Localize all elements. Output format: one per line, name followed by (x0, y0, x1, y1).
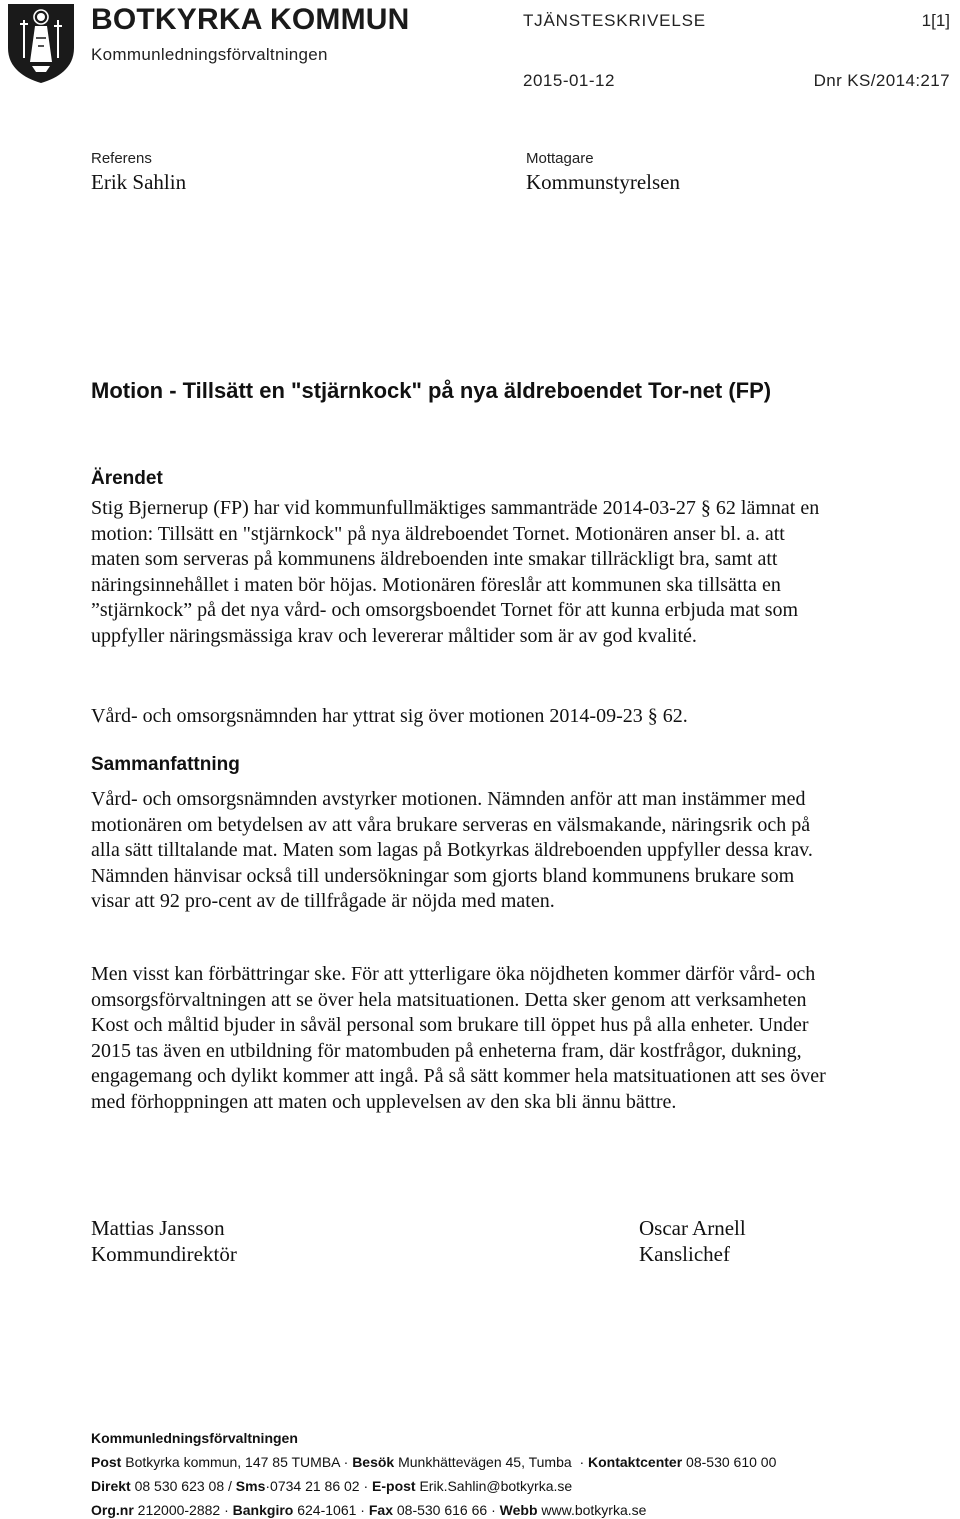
sammanfattning-paragraph: Vård- och omsorgsnämnden avstyrker motionen. Nämnden anför att man instämmer med motionären om betydelsen av att våra brukare serveras en välsmakande, näringsrik och på alla sätt tilltalande mat. Maten som lagas på Botkyrkas äldreboenden uppfyller dessa krav. Nämnden hänvisar också till undersökningar som gjorts bland kommunens brukare som visar att 92 pro-cent av de tillfrågade är nöjda med maten. (91, 788, 813, 912)
signature-left-title: Kommundirektör (91, 1242, 237, 1266)
footer-direkt-value: 08 530 623 08 / (134, 1478, 232, 1494)
footer-orgnr-label: Org.nr (91, 1502, 134, 1518)
footer-separator: · (491, 1502, 496, 1518)
footer-post-label: Post (91, 1454, 122, 1470)
document-date: 2015-01-12 (523, 71, 615, 90)
footer-kontakt-value: 08-530 610 00 (686, 1454, 777, 1470)
forbattring-paragraph: Men visst kan förbättringar ske. För att ytterligare öka nöjdheten kommer därför vård- och omsorgsförvaltningen att se över hela matsituationen. Detta sker genom att verksamheten Kost och måltid bjuder in såväl personal som brukare till öppet hus på alla enheter. Under 2015 tas även en utbildning för matombuden på enheterna fram, där kostfrågor, dukning, engagemang och dylikt kommer att ingå. På så sätt kommer hela matsituationen att ses över med förhoppningen att maten och upplevelsen av den ska bli ännu bättre. (91, 963, 826, 1113)
org-department: Kommunledningsförvaltningen (91, 45, 328, 64)
footer-epost-label: E-post (372, 1478, 416, 1494)
footer-separator: · (579, 1454, 585, 1470)
footer-address-line (91, 1454, 776, 1470)
footer-sms-value: 0734 21 86 02 (270, 1478, 360, 1494)
document-type: TJÄNSTESKRIVELSE (523, 11, 706, 30)
footer-kontakt-label: Kontaktcenter (588, 1454, 683, 1470)
footer-epost-value: Erik.Sahlin@botkyrka.se (419, 1478, 573, 1494)
footer-webb-value: www.botkyrka.se (541, 1502, 647, 1518)
footer-separator: · (343, 1454, 349, 1470)
footer-separator: · (363, 1478, 369, 1494)
section-heading-sammanfattning: Sammanfattning (91, 754, 240, 775)
recipient-name: Kommunstyrelsen (526, 170, 680, 194)
document-title: Motion - Tillsätt en "stjärnkock" på nya äldreboendet Tor-net (FP) (91, 378, 772, 403)
footer-separator: · (360, 1502, 365, 1518)
signature-right-title: Kanslichef (639, 1242, 730, 1266)
footer-direkt-label: Direkt (91, 1478, 131, 1494)
footer-besok-value: Munkhättevägen 45, Tumba (398, 1454, 572, 1470)
footer-fax-value: 08-530 616 66 (396, 1502, 488, 1518)
arendet-paragraph: Stig Bjernerup (FP) har vid kommunfullmäktiges sammanträde 2014-03-27 § 62 lämnat en motion: Tillsätt en "stjärnkock" på nya äldreboendet Tornet. Motionären anser bl. a. att maten som serveras på kommunens äldreboenden inte smakar tillräckligt bra, samt att näringsinnehållet i maten bör höjas. Motionären föreslår att kommunen ska tillsätta en ”stjärnkock” på det nya vård- och omsorgsboendet Tornet för att kunna erbjuda mat som uppfyller näringsmässiga krav och levererar måltider som är av god kvalité. (91, 497, 820, 647)
footer-separator: · (265, 1478, 271, 1494)
org-name: BOTKYRKA KOMMUN (91, 3, 410, 36)
recipient-label: Mottagare (526, 150, 594, 167)
footer-post-value: Botkyrka kommun, 147 85 TUMBA (125, 1454, 340, 1470)
reference-label: Referens (91, 150, 152, 167)
section-heading-arendet: Ärendet (91, 468, 163, 489)
footer-webb-label: Webb (499, 1502, 538, 1518)
signature-left-name: Mattias Jansson (91, 1216, 225, 1240)
footer-bankgiro-value: 624-1061 (297, 1502, 357, 1518)
footer-bankgiro-label: Bankgiro (232, 1502, 294, 1518)
footer-bank-line (91, 1502, 646, 1518)
coat-of-arms-logo (6, 2, 76, 84)
page-number: 1[1] (921, 11, 950, 30)
footer-separator: · (224, 1502, 229, 1518)
reference-name: Erik Sahlin (91, 170, 187, 194)
footer-sms-label: Sms (235, 1478, 266, 1494)
diary-number: Dnr KS/2014:217 (813, 71, 950, 90)
footer-contact-line (91, 1478, 572, 1494)
footer-fax-label: Fax (368, 1502, 393, 1518)
remiss-paragraph: Vård- och omsorgsnämnden har yttrat sig över motionen 2014-09-23 § 62. (91, 705, 688, 727)
signature-right-name: Oscar Arnell (639, 1216, 746, 1240)
footer-besok-label: Besök (352, 1454, 395, 1470)
footer-orgnr-value: 212000-2882 (137, 1502, 221, 1518)
footer-org: Kommunledningsförvaltningen (91, 1430, 298, 1446)
